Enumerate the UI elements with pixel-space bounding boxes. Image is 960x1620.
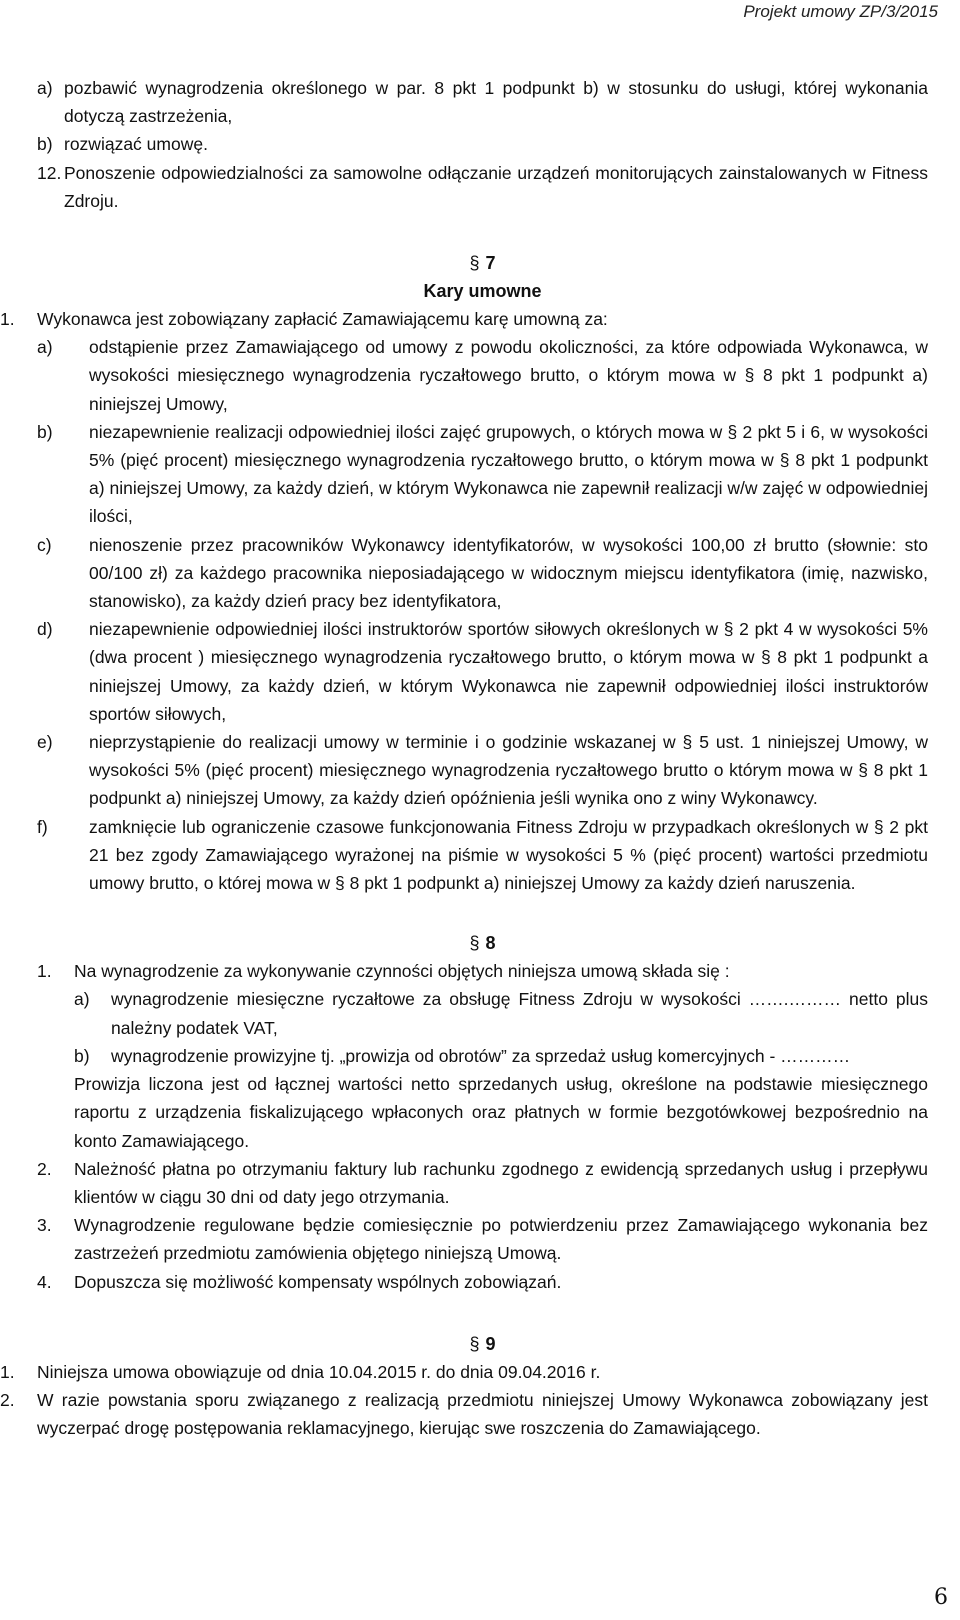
intro-item-12 [37, 159, 928, 215]
section-8-heading [37, 929, 928, 957]
list-text: zamknięcie lub ograniczenie czasowe funkcjonowania Fitness Zdroju w przypadkach określonych w § 2 pkt 21 bez zgody Zamawiającego wyrażonej na piśmie w wysokości 5 % (pięć procent) wartości przedmiotu umowy brutto, o której mowa w § 8 pkt 1 podpunkt a) niniejszej Umowy za każdy dzień naruszenia. [89, 816, 928, 894]
section-number: 8 [485, 933, 496, 954]
remuneration-item-a [74, 985, 928, 1041]
paragraph-sign: § [469, 1333, 480, 1354]
list-label: 2. [37, 1158, 52, 1179]
section-7-body [0, 305, 928, 897]
section-9-body [0, 1358, 928, 1443]
list-text: W razie powstania sporu związanego z realizacją przedmiotu niniejszej Umowy Wykonawca zobowiązany jest wyczerpać drogę postępowania reklamacyjnego, kierując swe roszczenia do Zamawiającego. [37, 1389, 928, 1439]
section-7-title: Kary umowne [423, 281, 542, 302]
list-text: Wykonawca jest zobowiązany zapłacić Zamawiającemu karę umowną za: [37, 309, 608, 330]
commission-note: Prowizja liczona jest od łącznej wartości netto sprzedanych usług, określone na podstawie miesięcznego raportu z urządzenia fiskalizującego wpłaconych oraz płatnych w formie bezgotówkowej bezpośrednio na konto Zamawiającego. [74, 1074, 928, 1151]
section-9-heading [37, 1330, 928, 1358]
paragraph-sign: § [469, 933, 480, 954]
section-number: 9 [485, 1333, 496, 1354]
document-header-title: Projekt umowy ZP/3/2015 [743, 2, 938, 21]
section-8-body [37, 957, 928, 1295]
list-text: rozwiązać umowę. [64, 134, 208, 155]
list-text: Dopuszcza się możliwość kompensaty wspólnych zobowiązań. [74, 1271, 562, 1292]
penalty-item [37, 813, 928, 898]
intro-item-a [37, 74, 928, 130]
list-text: Wynagrodzenie regulowane będzie comiesięcznie po potwierdzeniu przez Zamawiającego wykonania bez zastrzeżeń przedmiotu zamówienia objętego niniejszą Umową. [74, 1215, 928, 1264]
list-label: 4. [37, 1271, 52, 1292]
list-text: Niniejsza umowa obowiązuje od dnia 10.04.2015 r. do dnia 09.04.2016 r. [37, 1361, 601, 1382]
list-text: wynagrodzenie miesięczne ryczałtowe za obsługę Fitness Zdroju w wysokości …….……… netto plus należny podatek VAT, [111, 989, 928, 1038]
list-label: a) [37, 337, 53, 358]
section-9-item-2 [0, 1386, 928, 1442]
list-text: Należność płatna po otrzymaniu faktury lub rachunku zgodnego z ewidencją sprzedanych usług i przepływu klientów w ciągu 30 dni od daty jego otrzymania. [74, 1158, 928, 1207]
list-text: pozbawić wynagrodzenia określonego w par. 8 pkt 1 podpunkt b) w stosunku do usługi, której wykonania dotyczą zastrzeżenia, [64, 78, 928, 127]
penalty-item [37, 333, 928, 418]
section-8-item-3 [37, 1211, 928, 1267]
list-label: 3. [37, 1215, 52, 1236]
section-8-item-2 [37, 1155, 928, 1211]
intro-section [37, 74, 928, 215]
section-8-item-1 [37, 957, 928, 985]
list-text: Ponoszenie odpowiedzialności za samowolne odłączanie urządzeń monitorujących zainstalowanych w Fitness Zdroju. [64, 162, 928, 211]
remuneration-item-b [74, 1042, 928, 1070]
penalty-item [37, 418, 928, 531]
page-number: 6 [934, 1585, 948, 1610]
paragraph-sign: § [469, 253, 480, 274]
list-text: nieprzystąpienie do realizacji umowy w terminie i o godzinie wskazanej w § 5 ust. 1 niniejszej Umowy, w wysokości 5% (pięć procent) miesięcznego wynagrodzenia ryczałtowego brutto o którym mowa w § 8 pkt 1 podpunkt a) niniejszej Umowy, za każdy dzień opóźnienia jeśli wynika ono z winy Wykonawcy. [89, 732, 928, 809]
list-label: 1. [37, 961, 52, 982]
penalty-item [37, 728, 928, 813]
list-label: b) [74, 1045, 90, 1066]
section-number: 7 [485, 253, 496, 274]
section-8-item-4 [37, 1268, 928, 1296]
section-9-item-1 [0, 1358, 928, 1386]
document-body [0, 74, 928, 1442]
penalty-item [37, 615, 928, 728]
list-label: a) [74, 989, 90, 1010]
list-label: f) [37, 816, 48, 837]
list-label: 1. [0, 1361, 15, 1382]
intro-item-b [37, 130, 928, 158]
list-text: nienoszenie przez pracowników Wykonawcy identyfikatorów, w wysokości 100,00 zł brutto (słownie: sto 00/100 zł) za każdego pracownika nieposiadającego w widocznym miejscu identyfikatora (imię, nazwisko, stanowisko), za każdy dzień pracy bez identyfikatora, [89, 534, 928, 612]
list-label: c) [37, 534, 52, 555]
list-label: e) [37, 732, 53, 753]
section-7-heading [37, 249, 928, 277]
list-label: b) [37, 134, 53, 155]
list-label: 12. [37, 162, 62, 183]
list-text: wynagrodzenie prowizyjne tj. „prowizja od obrotów” za sprzedaż usług komercyjnych - ………… [111, 1045, 851, 1066]
list-label: d) [37, 619, 53, 640]
section-7-item-1 [0, 305, 928, 333]
list-label: 2. [0, 1389, 15, 1410]
list-label: b) [37, 421, 53, 442]
list-text: niezapewnienie odpowiedniej ilości instruktorów sportów siłowych określonych w § 2 pkt 4 w wysokości 5% (dwa procent ) miesięcznego wynagrodzenia ryczałtowego brutto, o którym mowa w § 8 pkt 1 podpunkt a niniejszej Umowy, za każdy dzień, w którym Wykonawca nie zapewnił odpowiedniej ilości instruktorów sportów siłowych, [89, 619, 928, 724]
list-label: 1. [0, 309, 15, 330]
list-text: niezapewnienie realizacji odpowiedniej ilości zajęć grupowych, o których mowa w § 2 pkt 5 i 6, w wysokości 5% (pięć procent) miesięcznego wynagrodzenia ryczałtowego brutto, o którym mowa w § 8 pkt 1 podpunkt a) niniejszej Umowy, za każdy dzień, w którym Wykonawca nie zapewnił realizacji w/w zajęć w odpowiedniej ilości, [89, 421, 928, 527]
list-text: Na wynagrodzenie za wykonywanie czynności objętych niniejsza umową składa się : [74, 961, 730, 982]
list-text: odstąpienie przez Zamawiającego od umowy z powodu okoliczności, za które odpowiada Wykonawca, w wysokości miesięcznego wynagrodzenia ryczałtowego brutto, o którym mowa w § 8 pkt 1 podpunkt a) niniejszej Umowy, [89, 337, 928, 414]
penalty-item [37, 531, 928, 616]
list-label: a) [37, 78, 53, 98]
